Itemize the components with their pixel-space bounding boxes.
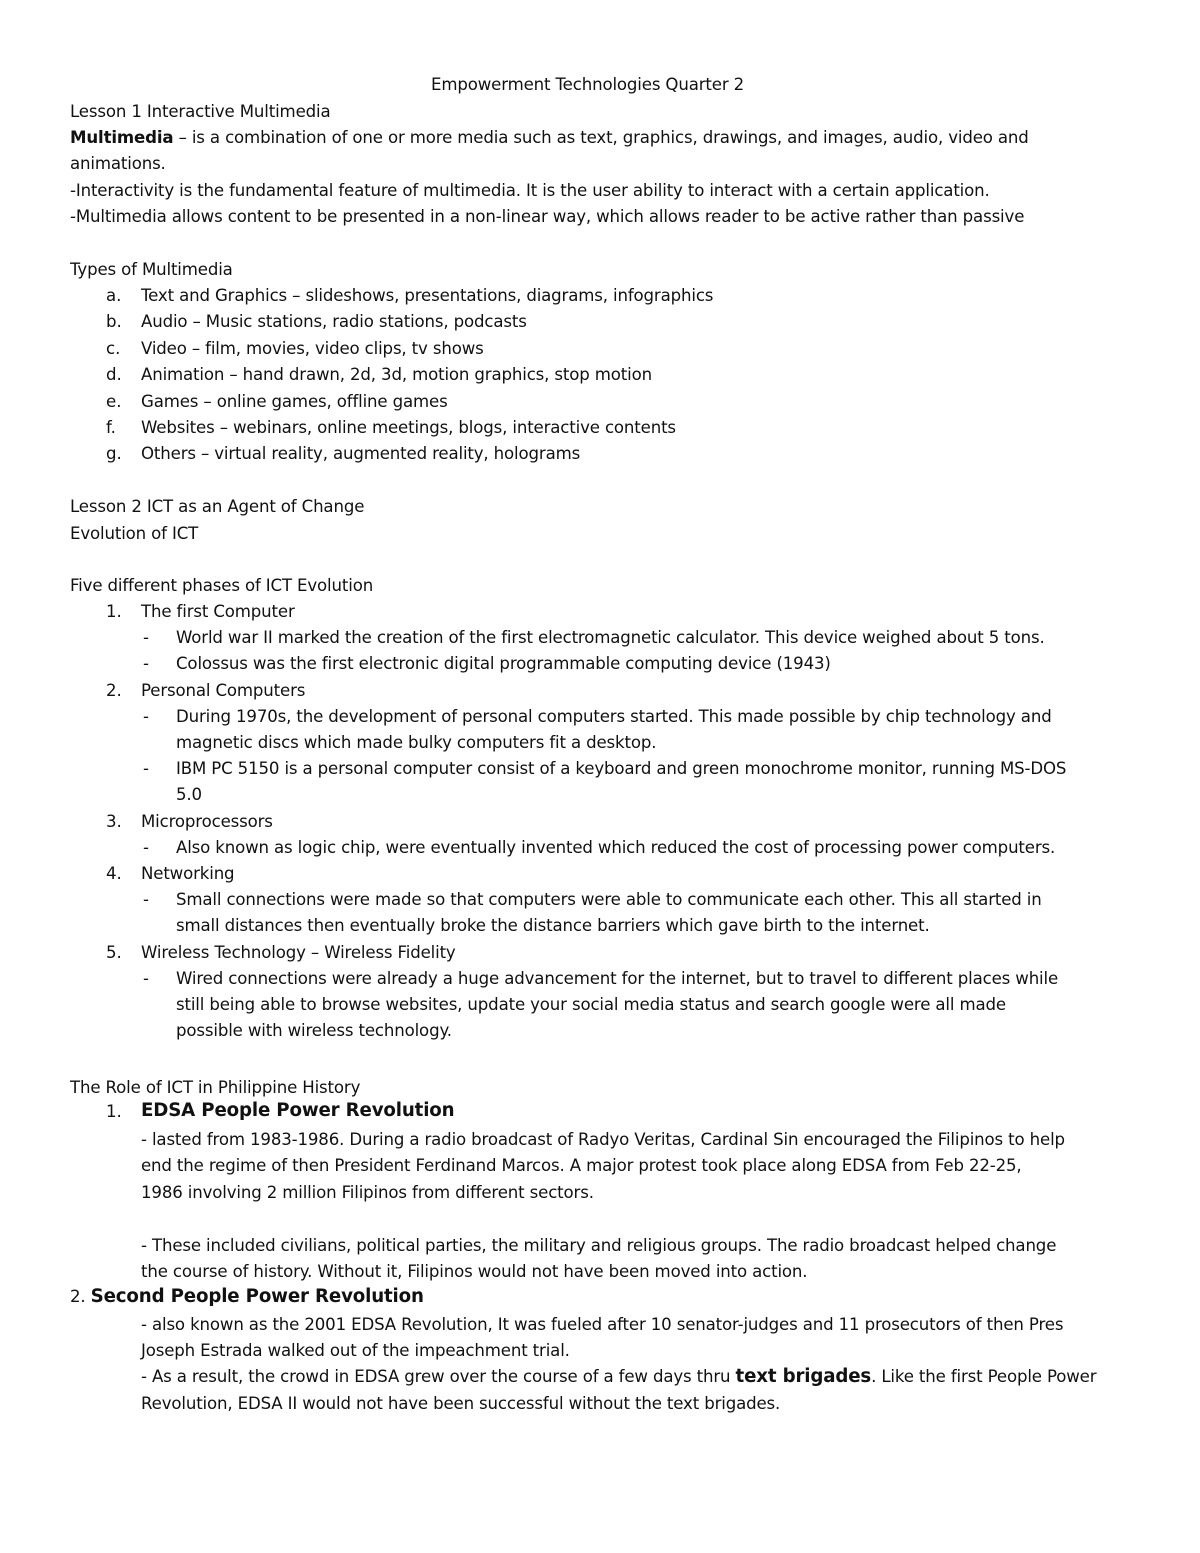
role-item1-para2-line1: - These included civilians, political parties, the military and religious groups. The radio broadcast helped change bbox=[141, 1236, 1057, 1255]
document-title: Empowerment Technologies Quarter 2 bbox=[431, 75, 745, 94]
bullet-dash: - bbox=[143, 838, 149, 857]
phase-marker: 4. bbox=[106, 864, 122, 883]
definition-continuation: animations. bbox=[70, 154, 166, 173]
type-item: Audio – Music stations, radio stations, podcasts bbox=[141, 312, 527, 331]
bullet-dash: - bbox=[143, 654, 149, 673]
type-item-marker: b. bbox=[106, 312, 122, 331]
type-item: Games – online games, offline games bbox=[141, 392, 448, 411]
type-item: Video – film, movies, video clips, tv shows bbox=[141, 339, 484, 358]
role-item2-title: Second People Power Revolution bbox=[90, 1286, 424, 1307]
role-item2-para2-line1 bbox=[141, 1366, 1096, 1388]
phase-bullet-line: still being able to browse websites, update your social media status and search google were all made bbox=[176, 995, 1006, 1014]
types-heading: Types of Multimedia bbox=[70, 260, 233, 279]
definition-text: – is a combination of one or more media such as text, graphics, drawings, and images, audio, video and bbox=[173, 128, 1029, 147]
bullet-dash: - bbox=[143, 707, 149, 726]
phase-bullet-line: World war II marked the creation of the first electromagnetic calculator. This device weighed about 5 tons. bbox=[176, 628, 1045, 647]
type-item-marker: f. bbox=[106, 418, 116, 437]
type-item: Others – virtual reality, augmented reality, holograms bbox=[141, 444, 581, 463]
type-item: Websites – webinars, online meetings, blogs, interactive contents bbox=[141, 418, 676, 437]
phase-marker: 3. bbox=[106, 812, 122, 831]
role-item1-para1-line1: - lasted from 1983-1986. During a radio broadcast of Radyo Veritas, Cardinal Sin encouraged the Filipinos to help bbox=[141, 1130, 1065, 1149]
type-item-marker: d. bbox=[106, 365, 122, 384]
role-item2-para1-line2: Joseph Estrada walked out of the impeachment trial. bbox=[141, 1341, 570, 1360]
lesson1-heading: Lesson 1 Interactive Multimedia bbox=[70, 102, 331, 121]
lesson2-heading: Lesson 2 ICT as an Agent of Change bbox=[70, 497, 365, 516]
role-heading: The Role of ICT in Philippine History bbox=[70, 1078, 361, 1097]
phase-bullet-line: During 1970s, the development of personal computers started. This made possible by chip technology and bbox=[176, 707, 1052, 726]
definition-term: Multimedia bbox=[70, 128, 174, 147]
phase-bullet-line: Colossus was the first electronic digital programmable computing device (1943) bbox=[176, 654, 831, 673]
phase-bullet-line: possible with wireless technology. bbox=[176, 1021, 452, 1040]
role-item2-heading bbox=[70, 1286, 424, 1308]
phase-marker: 2. bbox=[106, 681, 122, 700]
evolution-subheading: Evolution of ICT bbox=[70, 524, 199, 543]
phase-bullet-line: magnetic discs which made bulky computers fit a desktop. bbox=[176, 733, 657, 752]
phase-title: Microprocessors bbox=[141, 812, 273, 831]
phase-bullet-line: IBM PC 5150 is a personal computer consist of a keyboard and green monochrome monitor, running MS-DOS bbox=[176, 759, 1067, 778]
bullet-dash: - bbox=[143, 969, 149, 988]
type-item-marker: e. bbox=[106, 392, 122, 411]
multimedia-definition bbox=[70, 127, 1029, 149]
phase-title: Wireless Technology – Wireless Fidelity bbox=[141, 943, 456, 962]
type-item-marker: g. bbox=[106, 444, 122, 463]
phase-bullet-line: small distances then eventually broke the distance barriers which gave birth to the internet. bbox=[176, 916, 930, 935]
type-item-marker: a. bbox=[106, 286, 122, 305]
role-item2-para1-line1: - also known as the 2001 EDSA Revolution, It was fueled after 10 senator-judges and 11 prosecutors of then Pres bbox=[141, 1315, 1064, 1334]
phase-bullet-line: Also known as logic chip, were eventually invented which reduced the cost of processing power computers. bbox=[176, 838, 1056, 857]
phase-marker: 1. bbox=[106, 602, 122, 621]
type-item: Text and Graphics – slideshows, presentations, diagrams, infographics bbox=[141, 286, 714, 305]
role-item1-title: EDSA People Power Revolution bbox=[141, 1100, 455, 1121]
bullet-dash: - bbox=[143, 890, 149, 909]
bullet-dash: - bbox=[143, 759, 149, 778]
phase-title: Networking bbox=[141, 864, 235, 883]
bullet-dash: - bbox=[143, 628, 149, 647]
phase-title: The first Computer bbox=[141, 602, 295, 621]
para2-suffix: . Like the first People Power bbox=[871, 1367, 1097, 1386]
type-item-marker: c. bbox=[106, 339, 121, 358]
phase-bullet-line: Wired connections were already a huge advancement for the internet, but to travel to different places while bbox=[176, 969, 1059, 988]
para2-prefix: - As a result, the crowd in EDSA grew over the course of a few days thru bbox=[141, 1367, 736, 1386]
phase-bullet-line: Small connections were made so that computers were able to communicate each other. This all started in bbox=[176, 890, 1042, 909]
phase-marker: 5. bbox=[106, 943, 122, 962]
type-item: Animation – hand drawn, 2d, 3d, motion graphics, stop motion bbox=[141, 365, 652, 384]
role-item1-para1-line2: end the regime of then President Ferdinand Marcos. A major protest took place along EDSA from Feb 22-25, bbox=[141, 1156, 1022, 1175]
phase-bullet-line: 5.0 bbox=[176, 785, 202, 804]
text-brigades-emphasis: text brigades bbox=[735, 1366, 872, 1387]
role-item1-marker: 1. bbox=[106, 1102, 122, 1121]
phases-heading: Five different phases of ICT Evolution bbox=[70, 576, 374, 595]
role-item1-para2-line2: the course of history. Without it, Filipinos would not have been moved into action. bbox=[141, 1262, 808, 1281]
phase-title: Personal Computers bbox=[141, 681, 306, 700]
role-item1-para1-line3: 1986 involving 2 million Filipinos from different sectors. bbox=[141, 1183, 594, 1202]
role-item2-marker: 2. bbox=[70, 1287, 91, 1306]
role-item2-para2-line2: Revolution, EDSA II would not have been successful without the text brigades. bbox=[141, 1394, 781, 1413]
nonlinear-point: -Multimedia allows content to be presented in a non-linear way, which allows reader to be active rather than passive bbox=[70, 207, 1025, 226]
interactivity-point: -Interactivity is the fundamental feature of multimedia. It is the user ability to interact with a certain application. bbox=[70, 181, 990, 200]
